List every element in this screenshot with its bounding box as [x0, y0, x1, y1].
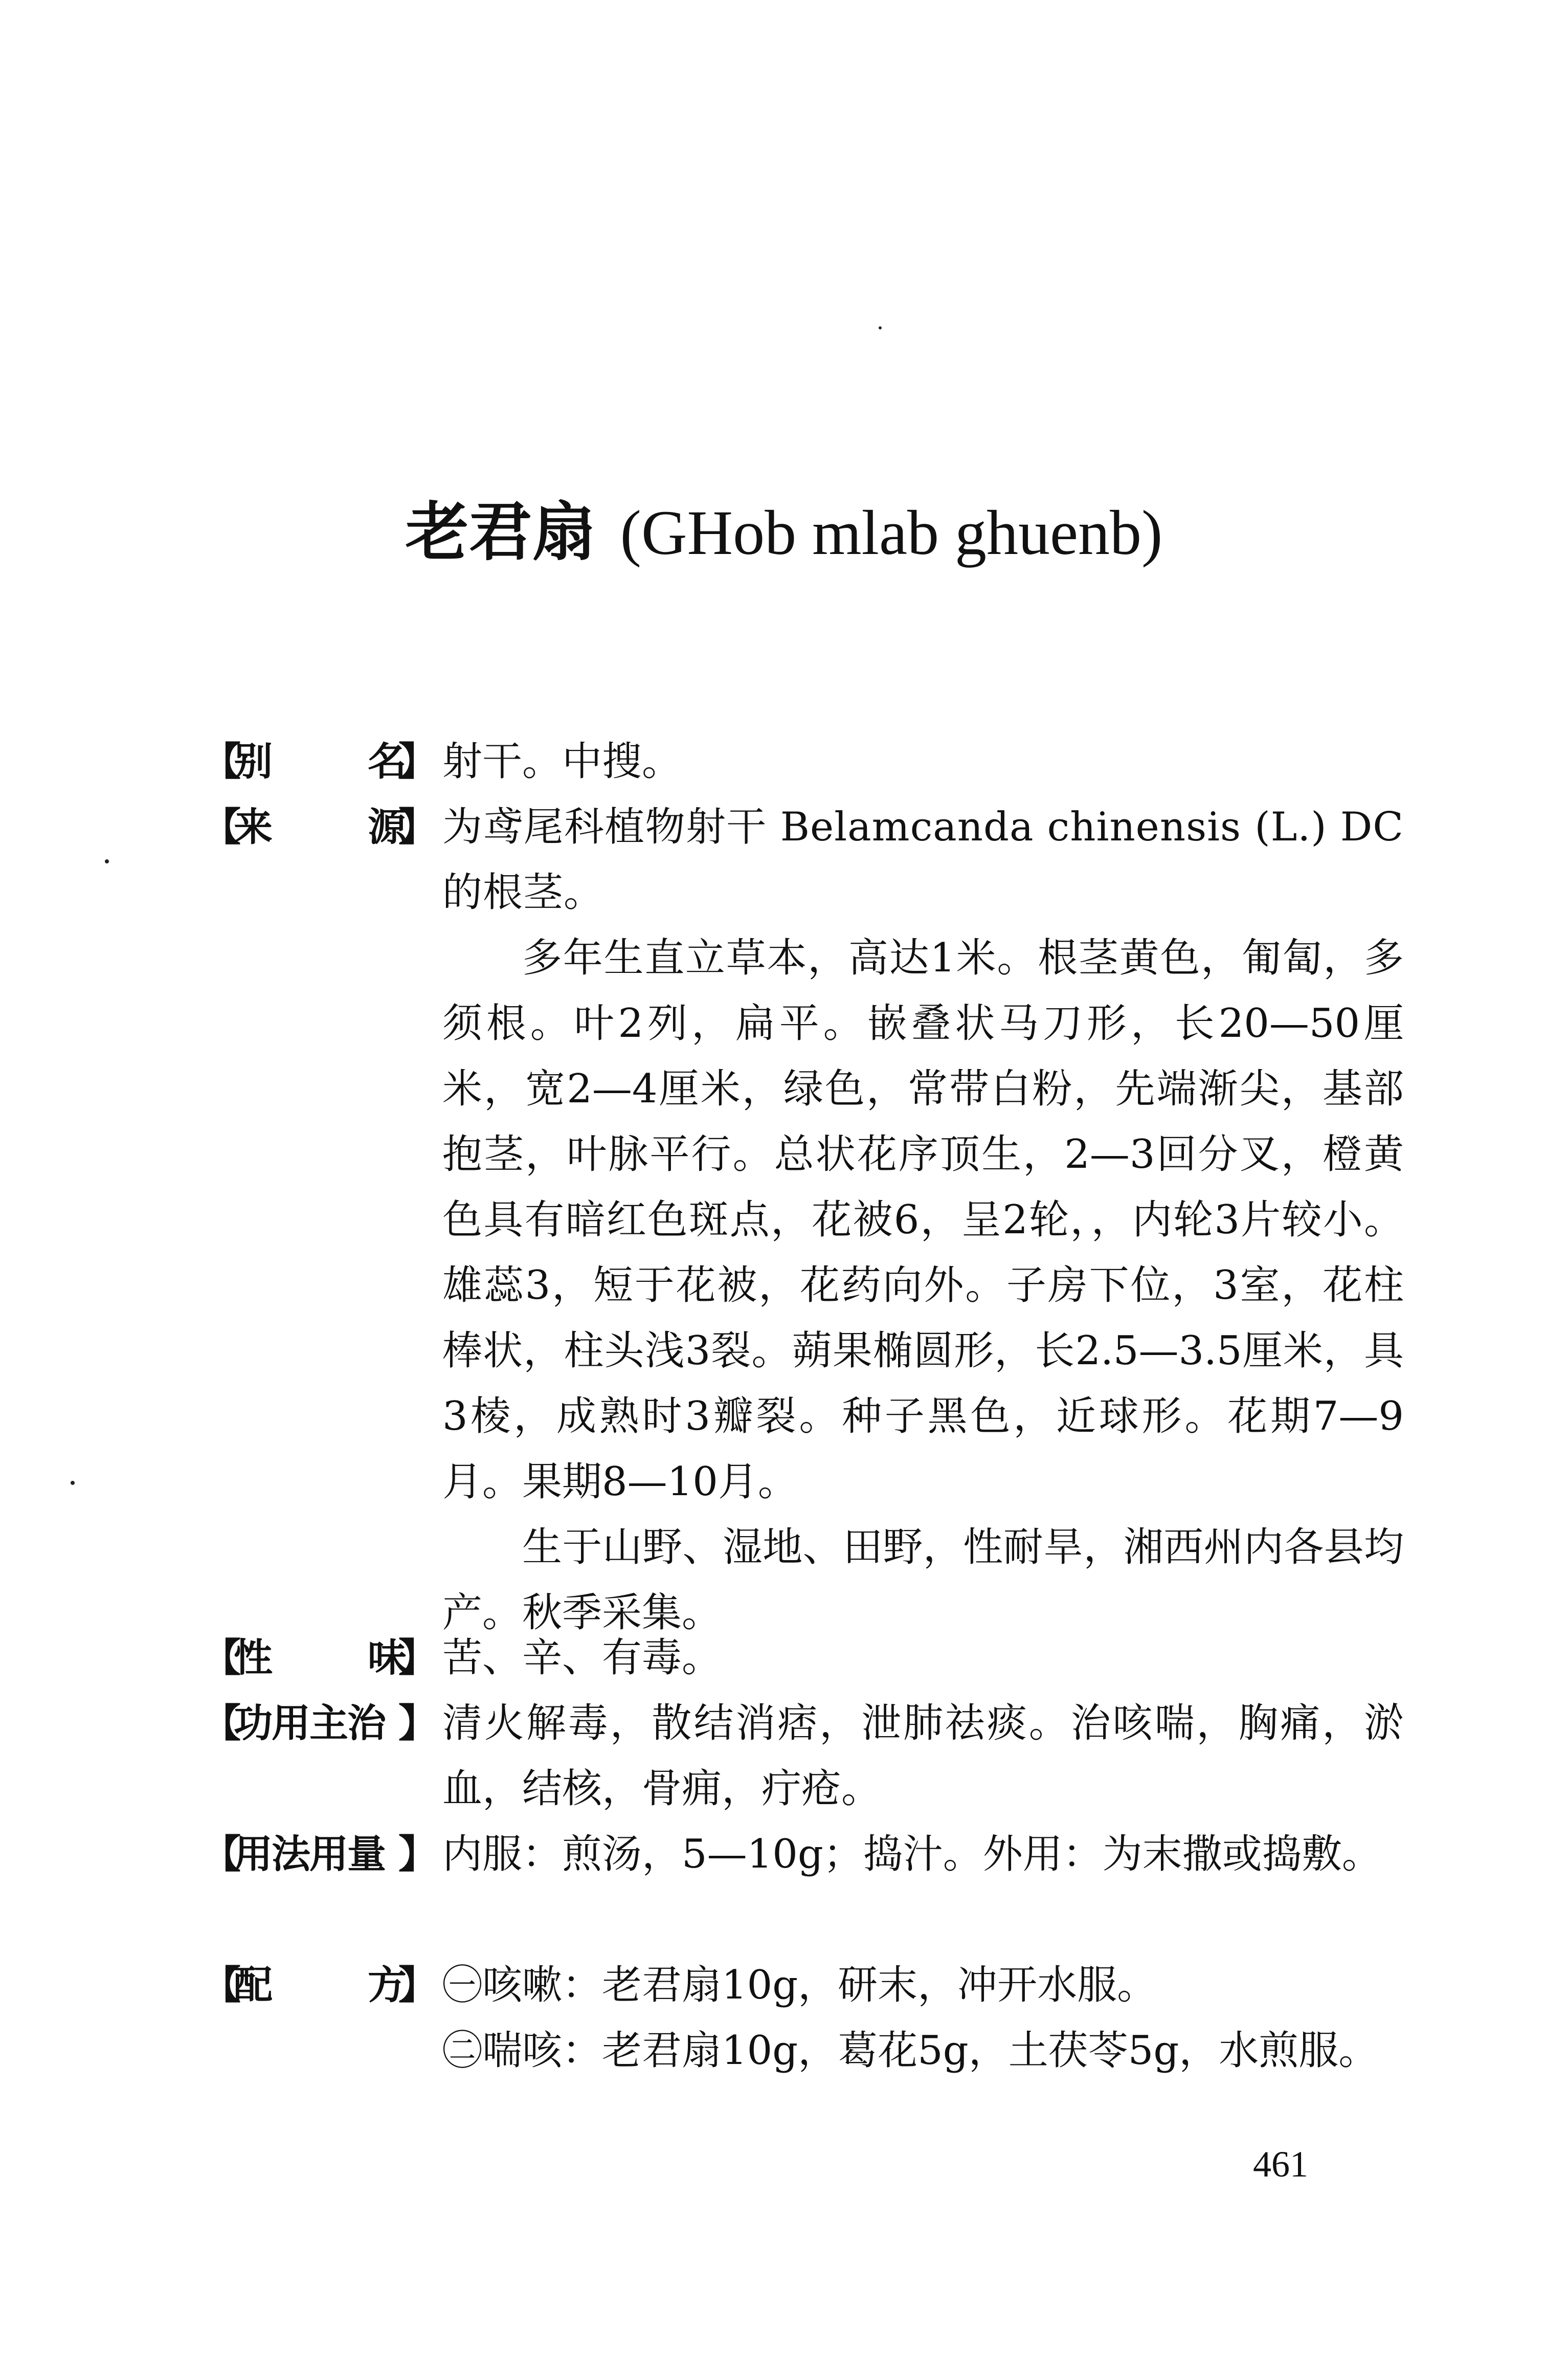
scan-speck: [71, 1481, 75, 1485]
paragraph: 清火解毒，散结消痞，泄肺祛痰。治咳喘，胸痛，淤血，结核，骨痈，疔疮。: [442, 1700, 1404, 1812]
entry-content: [442, 729, 1404, 794]
label-text: 功用主治: [234, 1700, 385, 1746]
label-char-right: 名: [368, 739, 407, 784]
entry-nature-taste: [202, 1625, 1404, 1691]
entry-label: 【 别 名 】: [202, 729, 437, 794]
entry-content: [442, 1625, 1404, 1691]
paragraph: 内服：煎汤，5—10g；捣汁。外用：为末撒或捣敷。: [442, 1831, 1382, 1877]
entry-content: [442, 1822, 1404, 1887]
entry-alias: [202, 729, 1404, 794]
entry-label: 【 配 方 】: [202, 1952, 437, 2018]
entry-usage-dosage: [202, 1822, 1404, 1887]
label-char-right: 源: [368, 804, 407, 850]
entry-label: 【 来 源 】: [202, 794, 437, 860]
page-number: 461: [1253, 2144, 1308, 2185]
paragraph: ㊀咳嗽：老君扇10g，研末，冲开水服。: [442, 1962, 1157, 2008]
entry-label: 【 用法用量 】: [202, 1822, 437, 1887]
entry-label: 【 功用主治 】: [202, 1691, 437, 1756]
paragraph: 射干。中搜。: [442, 739, 682, 785]
label-char-right: 味: [368, 1635, 407, 1680]
label-char-left: 来: [234, 804, 273, 850]
label-char-right: 方: [368, 1962, 407, 2008]
entry-prescription: [202, 1952, 1404, 2083]
label-char-left: 配: [234, 1962, 273, 2008]
paragraph: 苦、辛、有毒。: [442, 1635, 722, 1681]
scan-speck: [105, 859, 109, 863]
entry-function-indication: [202, 1691, 1404, 1822]
entry-content: [442, 1952, 1404, 2083]
paragraph: ㊁喘咳：老君扇10g，葛花5g，土茯苓5g，水煎服。: [442, 2028, 1379, 2074]
entry-content: [442, 1691, 1404, 1822]
entry-content: [442, 794, 1404, 1646]
label-char-left: 性: [234, 1635, 273, 1680]
label-text: 用法用量: [234, 1831, 385, 1877]
scan-speck: [879, 326, 882, 329]
paragraph: 多年生直立草本，高达1米。根茎黄色，匍匐，多须根。叶2列，扁平。嵌叠状马刀形，长20—50厘米，宽2—4厘米，绿色，常带白粉，先端渐尖，基部抱茎，叶脉平行。总状花序顶生，2—3回分叉，橙黄色具有暗红色斑点，花被6，呈2轮，，内轮3片较小。雄蕊3，短于花被，花药向外。子房下位，3室，花柱棒状，柱头浅3裂。蒴果椭圆形，长2.5—3.5厘米，具3棱，成熟时3瓣裂。种子黑色，近球形。花期7—9月。果期8—10月。: [442, 935, 1404, 1505]
title-chinese: 老君扇: [405, 496, 596, 569]
paragraph: 生于山野、湿地、田野，性耐旱，湘西州内各县均产。秋季采集。: [442, 1524, 1404, 1636]
label-char-left: 别: [234, 739, 273, 784]
entry-source: [202, 794, 1404, 1646]
page-title: [0, 491, 1568, 574]
entry-label: 【 性 味 】: [202, 1625, 437, 1691]
title-miao: (GHob mlab ghuenb): [620, 498, 1163, 568]
paragraph: 为鸢尾科植物射干 Belamcanda chinensis (L.) DC的根茎。: [442, 804, 1404, 916]
